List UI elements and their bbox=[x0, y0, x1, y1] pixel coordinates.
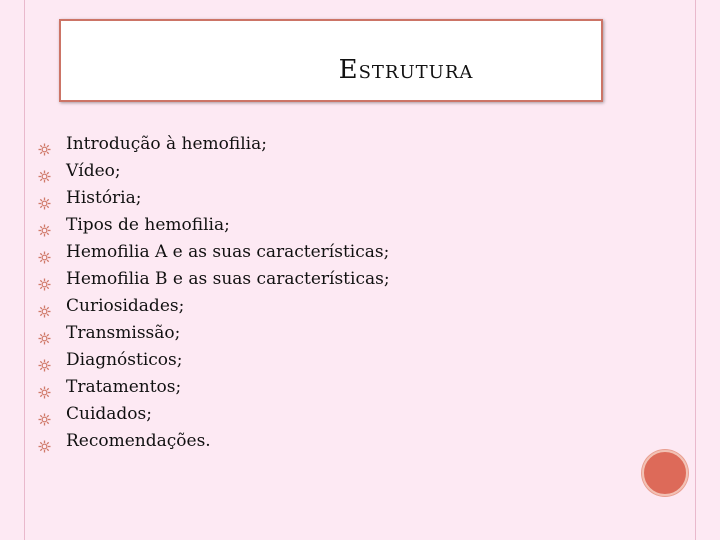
bullet-list bbox=[38, 131, 390, 455]
sunburst-bullet-icon bbox=[38, 138, 51, 151]
decorative-circle bbox=[642, 450, 688, 496]
sunburst-bullet-icon bbox=[38, 300, 51, 313]
title-box bbox=[59, 19, 603, 102]
sunburst-bullet-icon bbox=[38, 381, 51, 394]
sunburst-bullet-icon bbox=[38, 435, 51, 448]
right-decorative-line bbox=[695, 0, 696, 540]
list-item bbox=[38, 266, 390, 293]
list-item bbox=[38, 131, 390, 158]
sunburst-bullet-icon bbox=[38, 273, 51, 286]
sunburst-bullet-icon bbox=[38, 408, 51, 421]
sunburst-bullet-icon bbox=[38, 192, 51, 205]
list-item bbox=[38, 347, 390, 374]
list-item bbox=[38, 158, 390, 185]
sunburst-bullet-icon bbox=[38, 327, 51, 340]
list-item-text: Hemofilia B e as suas características; bbox=[66, 269, 390, 289]
list-item bbox=[38, 320, 390, 347]
list-item-text: Introdução à hemofilia; bbox=[66, 134, 267, 154]
list-item bbox=[38, 239, 390, 266]
list-item-text: Cuidados; bbox=[66, 404, 152, 424]
title-wrap bbox=[61, 57, 601, 83]
list-item bbox=[38, 428, 390, 455]
list-item-text: Diagnósticos; bbox=[66, 350, 183, 370]
sunburst-bullet-icon bbox=[38, 165, 51, 178]
list-item bbox=[38, 212, 390, 239]
list-item-text: Vídeo; bbox=[66, 161, 121, 181]
sunburst-bullet-icon bbox=[38, 354, 51, 367]
sunburst-bullet-icon bbox=[38, 246, 51, 259]
slide-title: Estrutura bbox=[338, 55, 474, 85]
list-item bbox=[38, 401, 390, 428]
sunburst-bullet-icon bbox=[38, 219, 51, 232]
list-item-text: História; bbox=[66, 188, 142, 208]
list-item bbox=[38, 374, 390, 401]
left-decorative-line bbox=[24, 0, 25, 540]
list-item-text: Transmissão; bbox=[66, 323, 181, 343]
list-item-text: Curiosidades; bbox=[66, 296, 185, 316]
list-item-text: Tipos de hemofilia; bbox=[66, 215, 230, 235]
list-item-text: Hemofilia A e as suas características; bbox=[66, 242, 390, 262]
list-item-text: Tratamentos; bbox=[66, 377, 182, 397]
list-item-text: Recomendações. bbox=[66, 431, 211, 451]
list-item bbox=[38, 185, 390, 212]
list-item bbox=[38, 293, 390, 320]
